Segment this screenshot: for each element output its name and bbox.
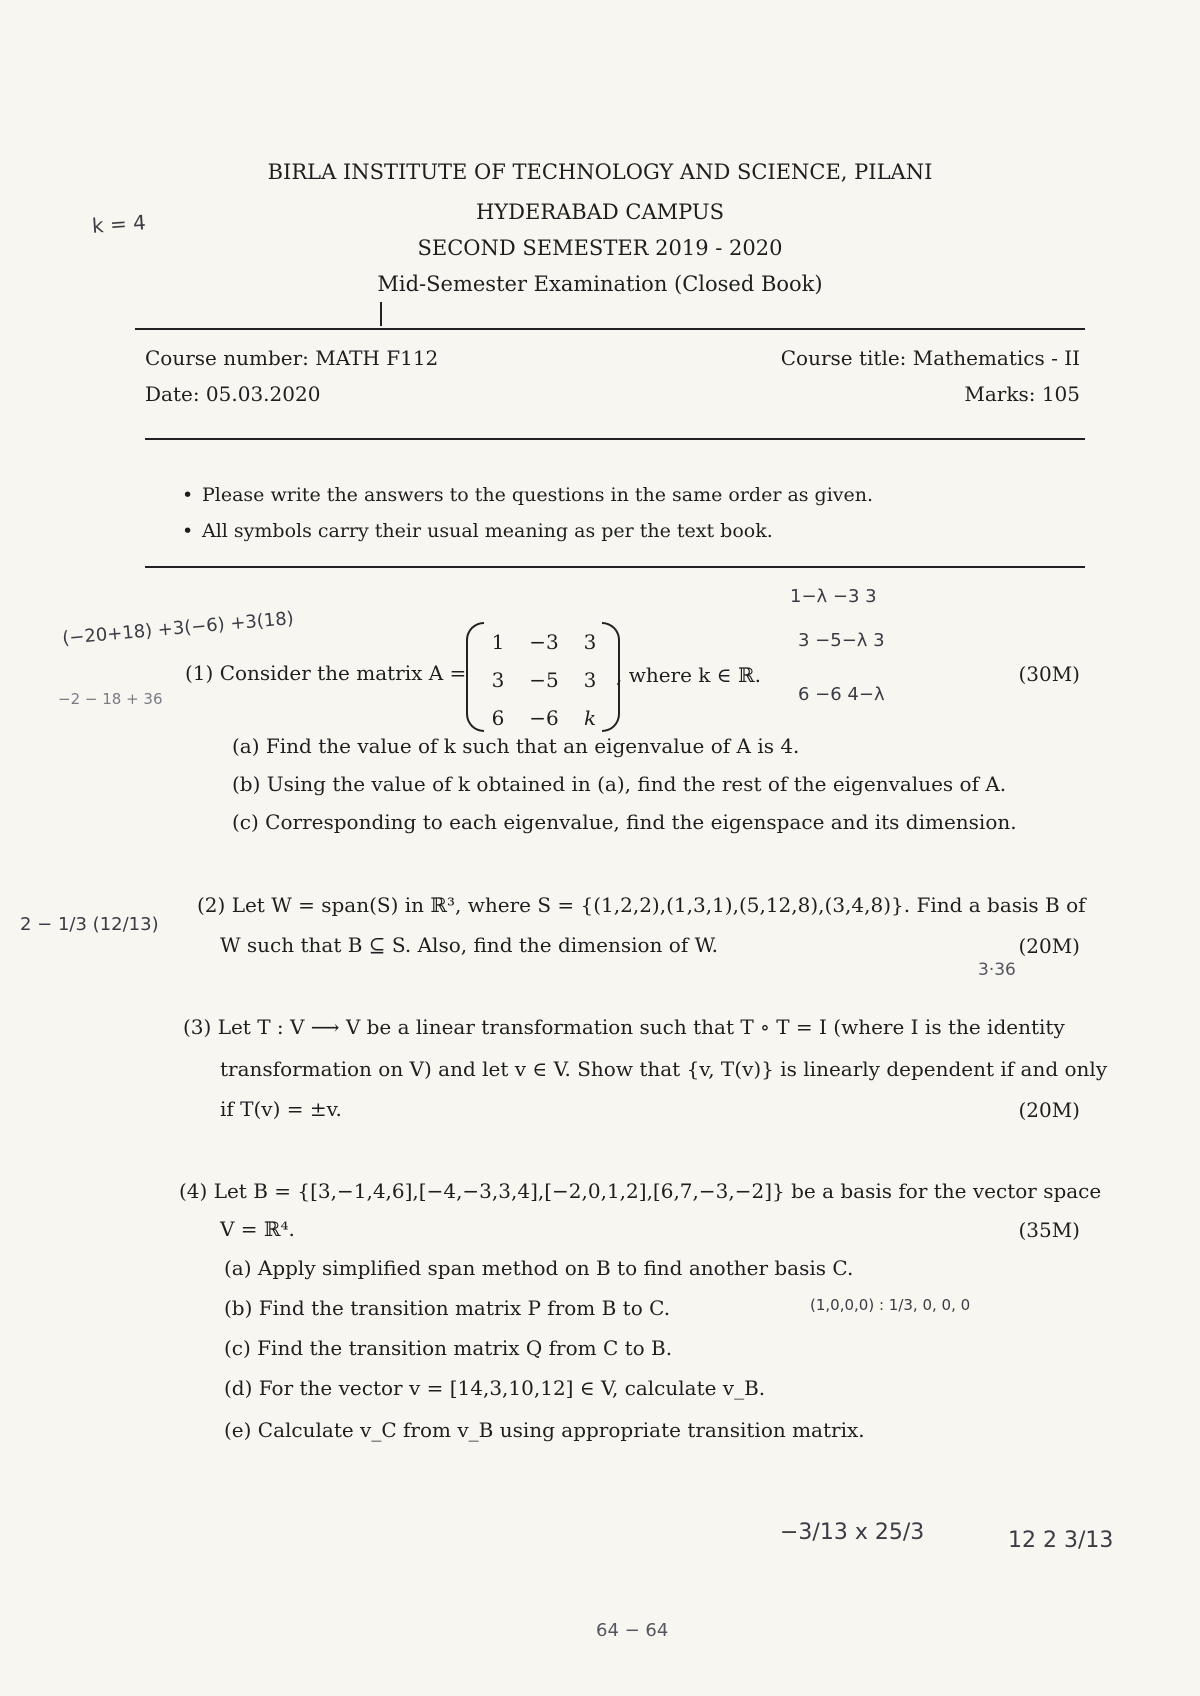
handwritten-note: 3 −5−λ 3 (798, 630, 885, 651)
course-number: Course number: MATH F112 (145, 346, 439, 370)
institute-name: BIRLA INSTITUTE OF TECHNOLOGY AND SCIENCE, PILANI (267, 160, 933, 184)
header-divider-vertical (380, 302, 382, 326)
meta-rule (145, 438, 1085, 440)
handwritten-note: 6 −6 4−λ (798, 684, 885, 705)
q4-line-1: (4) Let B = {[3,−1,4,6],[−4,−3,3,4],[−2,0,1,2],[6,7,−3,−2]} be a basis for the vector space (179, 1179, 1102, 1203)
header-rule (135, 328, 1085, 330)
total-marks: Marks: 105 (964, 382, 1080, 406)
matrix-entry: 3 (583, 630, 597, 654)
matrix-left-bracket (466, 622, 484, 732)
instructions-rule (145, 566, 1085, 568)
q4-part-c: (c) Find the transition matrix Q from C to B. (224, 1336, 673, 1360)
q3-line-1: (3) Let T : V ⟶ V be a linear transformation such that T ∘ T = I (where I is the identity (183, 1015, 1065, 1039)
q3-line-2: transformation on V) and let v ∈ V. Show that {v, T(v)} is linearly dependent if and only (220, 1057, 1108, 1081)
q4-part-b: (b) Find the transition matrix P from B to C. (224, 1296, 671, 1320)
q1-where: , where k ∈ ℝ. (616, 663, 761, 687)
q4-part-e: (e) Calculate v_C from v_B using appropriate transition matrix. (224, 1418, 865, 1442)
handwritten-note: (−20+18) +3(−6) +3(18) (61, 607, 295, 650)
q3-line-3: if T(v) = ±v. (220, 1097, 342, 1121)
handwritten-note: 3·36 (978, 960, 1016, 980)
course-title: Course title: Mathematics - II (780, 346, 1080, 370)
q4-part-d: (d) For the vector v = [14,3,10,12] ∈ V, calculate v_B. (224, 1376, 766, 1400)
matrix-entry: 1 (491, 630, 505, 654)
campus-name: HYDERABAD CAMPUS (475, 200, 724, 224)
matrix-entry: k (583, 706, 597, 730)
q2-line-1: (2) Let W = span(S) in ℝ³, where S = {(1,2,2),(1,3,1),(5,12,8),(3,4,8)}. Find a basis B of (197, 893, 1086, 917)
matrix-entries (466, 622, 620, 734)
q1-marks: (30M) (1018, 662, 1080, 686)
handwritten-note: k = 4 (91, 210, 147, 238)
q4-part-a: (a) Apply simplified span method on B to find another basis C. (224, 1256, 854, 1280)
handwritten-note: −2 − 18 + 36 (58, 690, 163, 708)
handwritten-note: 1−λ −3 3 (790, 586, 877, 607)
q2-line-2: W such that B ⊆ S. Also, find the dimension of W. (220, 933, 718, 957)
handwritten-note: 64 − 64 (596, 1620, 669, 1641)
exam-type: Mid-Semester Examination (Closed Book) (377, 272, 823, 296)
q1-intro: (1) Consider the matrix A = (185, 661, 467, 685)
matrix-a (466, 622, 620, 732)
semester: SECOND SEMESTER 2019 - 2020 (417, 236, 783, 260)
matrix-entry: −5 (529, 668, 559, 692)
handwritten-note: (1,0,0,0) : 1/3, 0, 0, 0 (810, 1296, 971, 1314)
q4-marks: (35M) (1018, 1218, 1080, 1242)
matrix-entry: −3 (529, 630, 559, 654)
handwritten-note: −3/13 x 25/3 (780, 1520, 925, 1545)
q1-part-a: (a) Find the value of k such that an eigenvalue of A is 4. (232, 734, 800, 758)
q3-marks: (20M) (1018, 1098, 1080, 1122)
matrix-entry: 3 (491, 668, 505, 692)
matrix-entry: −6 (529, 706, 559, 730)
q4-line-2: V = ℝ⁴. (220, 1217, 295, 1241)
exam-date: Date: 05.03.2020 (145, 382, 321, 406)
matrix-entry: 6 (491, 706, 505, 730)
q2-marks: (20M) (1018, 934, 1080, 958)
handwritten-note: 12 2 3/13 (1008, 1528, 1114, 1553)
matrix-entry: 3 (583, 668, 597, 692)
handwritten-note: 2 − 1/3 (12/13) (20, 914, 159, 935)
instruction-1: • Please write the answers to the questions in the same order as given. (202, 484, 873, 506)
q1-part-b: (b) Using the value of k obtained in (a), find the rest of the eigenvalues of A. (232, 772, 1007, 796)
instruction-2: • All symbols carry their usual meaning as per the text book. (202, 520, 773, 542)
q1-part-c: (c) Corresponding to each eigenvalue, find the eigenspace and its dimension. (232, 810, 1017, 834)
